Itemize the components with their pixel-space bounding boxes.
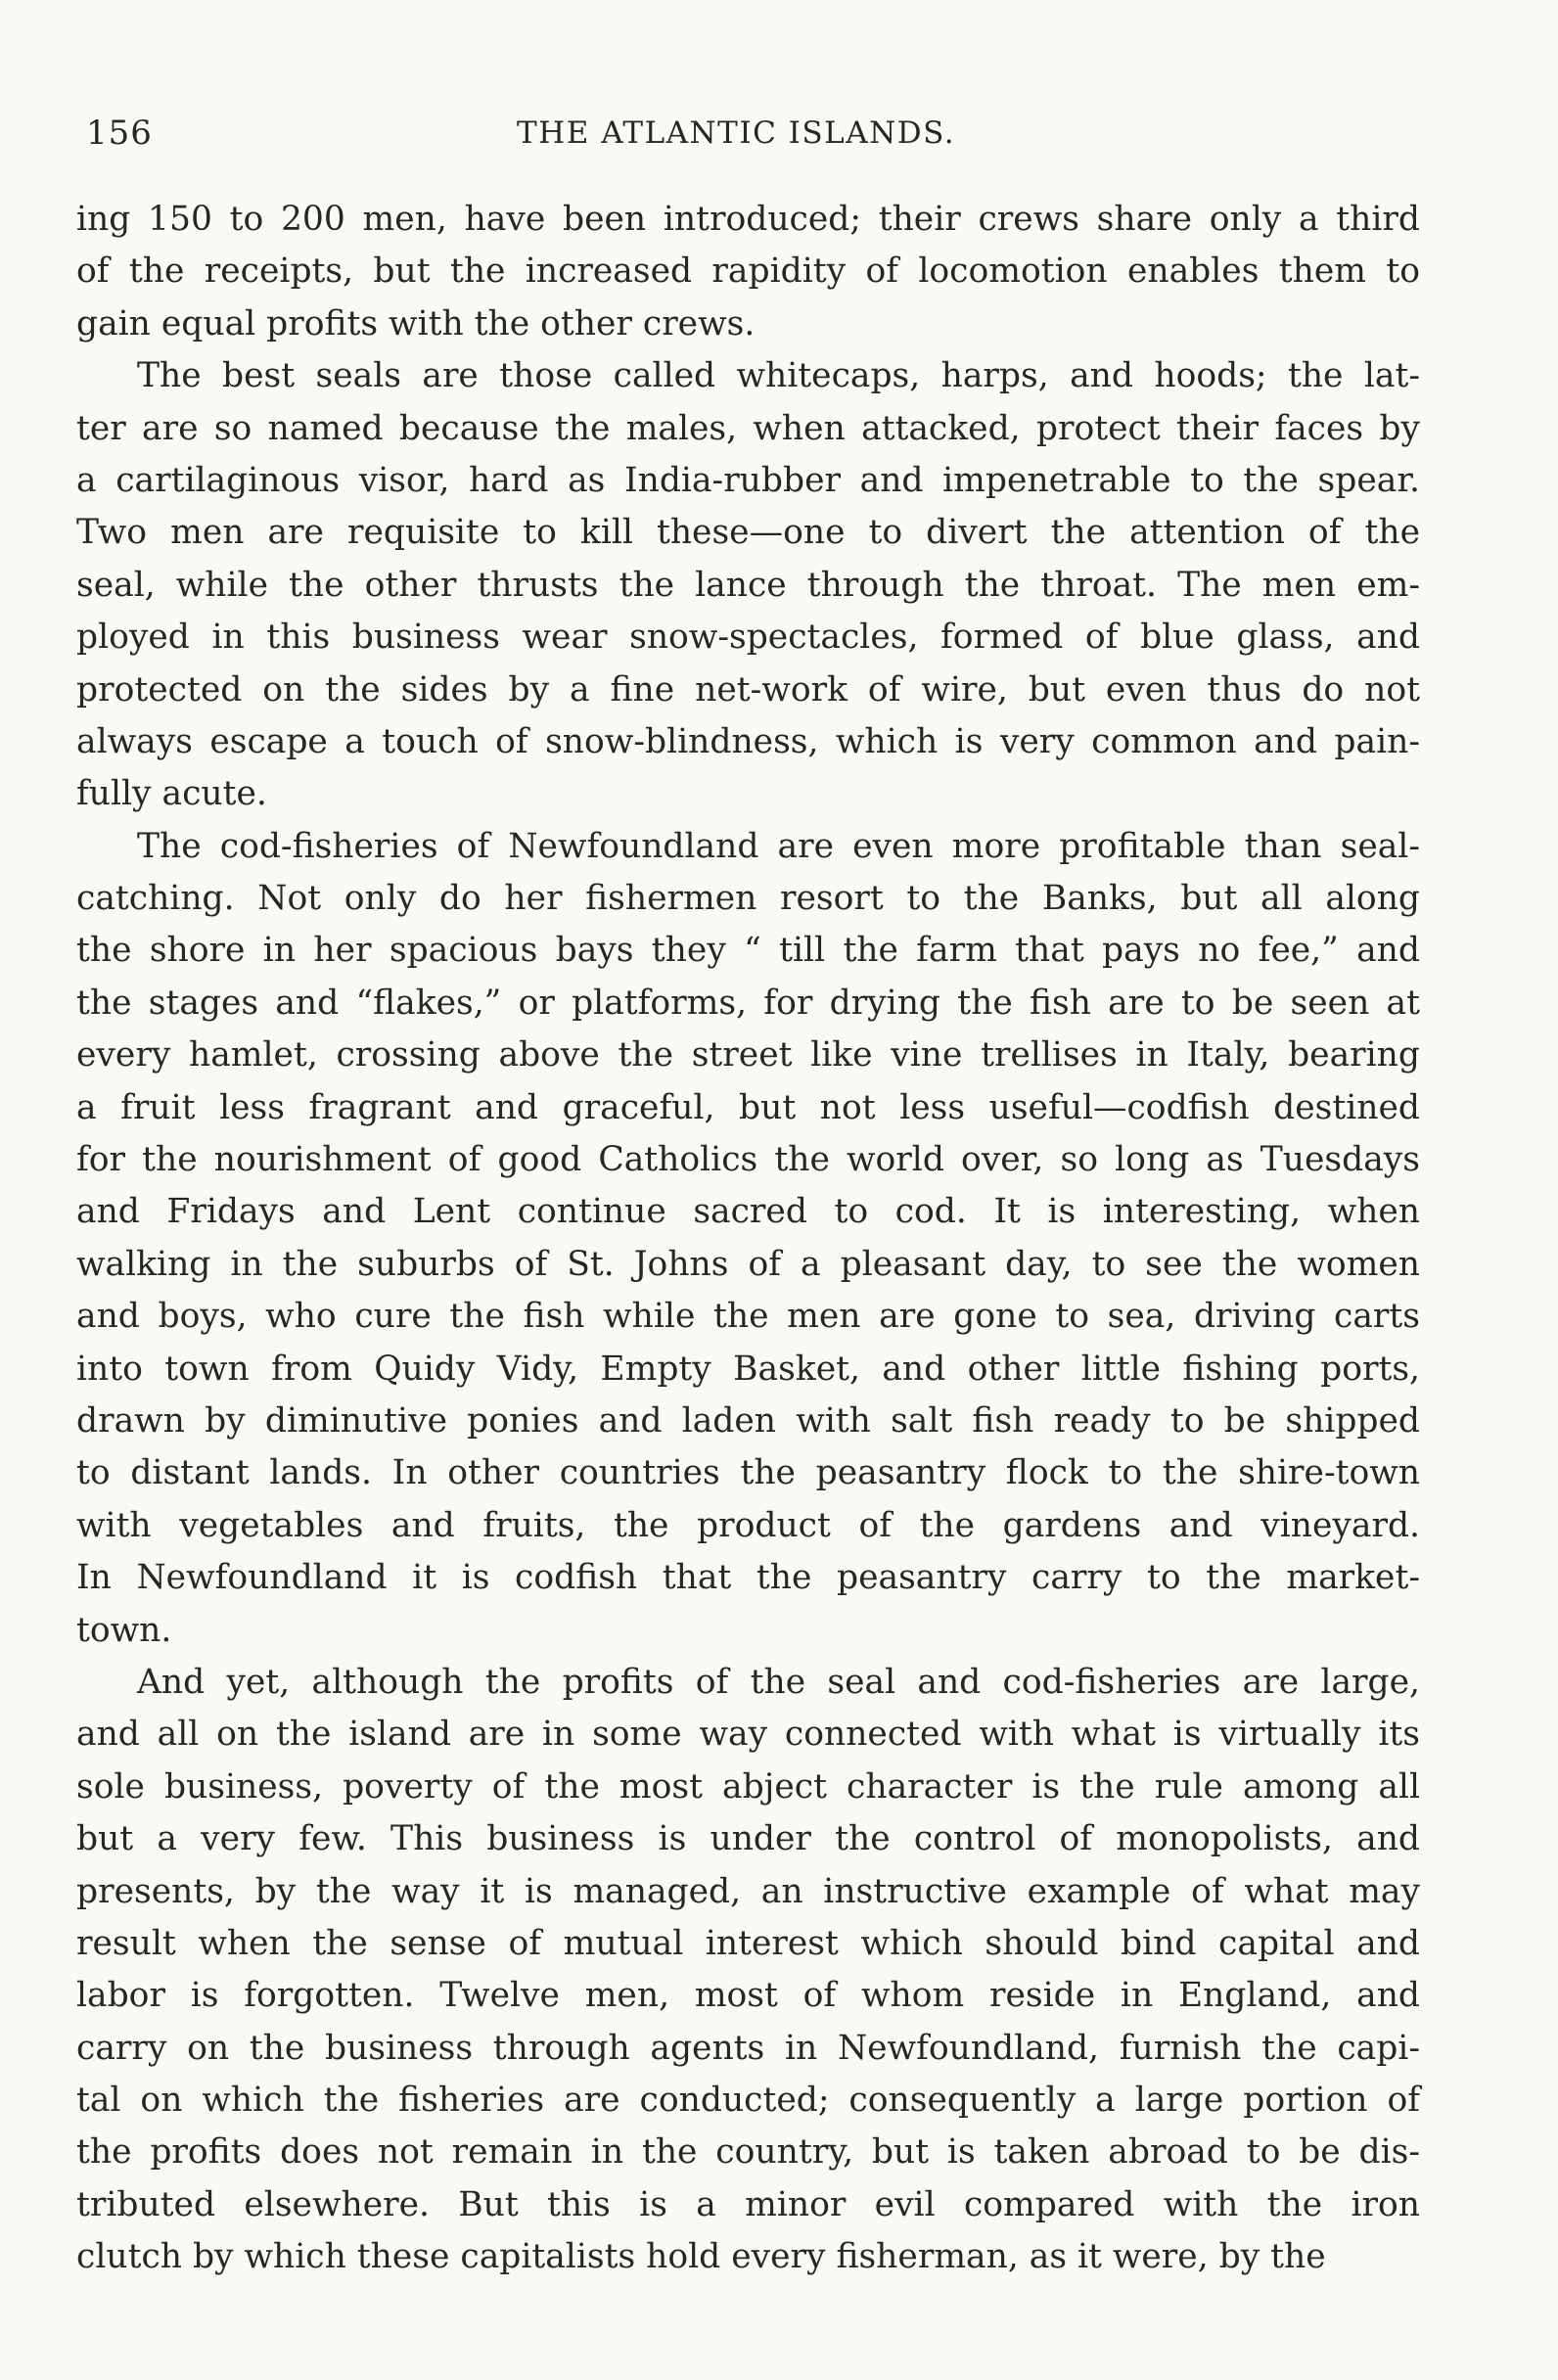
text-line: The cod-fisheries of Newfoundland are even more profitable than seal- (137, 826, 1420, 866)
text-line: ployed in this business wear snow-spectacles, formed of blue glass, and (76, 618, 1420, 658)
text-line: In Newfoundland it is codfish that the peasantry carry to the market- (76, 1558, 1420, 1598)
page-number: 156 (86, 114, 153, 153)
text-line: and Fridays and Lent continue sacred to cod. It is interesting, when (76, 1192, 1420, 1232)
text-line: result when the sense of mutual interest which should bind capital and (76, 1923, 1420, 1963)
text-line: protected on the sides by a fine net-work of wire, but even thus do not (76, 669, 1420, 709)
text-line: and all on the island are in some way connected with what is virtually its (76, 1715, 1420, 1755)
text-line: of the receipts, but the increased rapidity of locomotion enables them to (76, 252, 1420, 292)
text-line: fully acute. (76, 774, 267, 814)
text-line: gain equal profits with the other crews. (76, 303, 756, 343)
text-line: drawn by diminutive ponies and laden with salt fish ready to be shipped (76, 1400, 1420, 1441)
text-line: ter are so named because the males, when attacked, protect their faces by (76, 408, 1420, 448)
text-line: a fruit less fragrant and graceful, but not less useful—codfish destined (76, 1087, 1420, 1127)
text-line: The best seals are those called whitecaps, harps, and hoods; the lat- (137, 356, 1420, 396)
running-head (86, 110, 1417, 157)
text-line: sole business, poverty of the most abject character is the rule among all (76, 1766, 1420, 1807)
text-line: into town from Quidy Vidy, Empty Basket, and other little fishing ports, (76, 1349, 1420, 1389)
text-line: but a very few. This business is under the control of monopolists, and (76, 1819, 1420, 1859)
text-line: and boys, who cure the fish while the men are gone to sea, driving carts (76, 1297, 1420, 1337)
text-line: presents, by the way it is managed, an instructive example of what may (76, 1871, 1420, 1911)
text-line: town. (76, 1610, 172, 1650)
text-line: catching. Not only do her fishermen resort to the Banks, but all along (76, 879, 1420, 919)
running-title: THE ATLANTIC ISLANDS. (517, 115, 956, 151)
text-line: for the nourishment of good Catholics the world over, so long as Tuesdays (76, 1140, 1420, 1180)
text-line: ing 150 to 200 men, have been introduced; their crews share only a third (76, 200, 1420, 239)
text-line: the stages and “flakes,” or platforms, for drying the fish are to be seen at (76, 983, 1420, 1023)
text-line: seal, while the other thrusts the lance through the throat. The men em- (76, 565, 1420, 605)
text-line: always escape a touch of snow-blindness, which is very common and pain- (76, 721, 1420, 761)
text-line: the profits does not remain in the country, but is taken abroad to be dis- (76, 2132, 1420, 2173)
text-line: Two men are requisite to kill these—one to divert the attention of the (76, 513, 1420, 553)
text-line: clutch by which these capitalists hold every fisherman, as it were, by the (76, 2237, 1326, 2277)
text-line: carry on the business through agents in Newfoundland, furnish the capi- (76, 2028, 1420, 2068)
text-line: And yet, although the profits of the seal and cod-fisheries are large, (137, 1662, 1420, 1702)
body-text (76, 194, 1420, 2284)
text-line: the shore in her spacious bays they “ till the farm that pays no fee,” and (76, 931, 1420, 971)
text-line: a cartilaginous visor, hard as India-rubber and impenetrable to the spear. (76, 460, 1420, 500)
text-line: labor is forgotten. Twelve men, most of whom reside in England, and (76, 1976, 1420, 2016)
text-line: tal on which the fisheries are conducted; consequently a large portion of (76, 2081, 1420, 2121)
text-line: every hamlet, crossing above the street like vine trellises in Italy, bearing (76, 1035, 1420, 1076)
text-line: walking in the suburbs of St. Johns of a pleasant day, to see the women (76, 1244, 1420, 1284)
text-line: with vegetables and fruits, the product of the gardens and vineyard. (76, 1505, 1420, 1545)
text-line: tributed elsewhere. But this is a minor evil compared with the iron (76, 2184, 1420, 2224)
text-line: to distant lands. In other countries the peasantry flock to the shire-town (76, 1453, 1420, 1493)
